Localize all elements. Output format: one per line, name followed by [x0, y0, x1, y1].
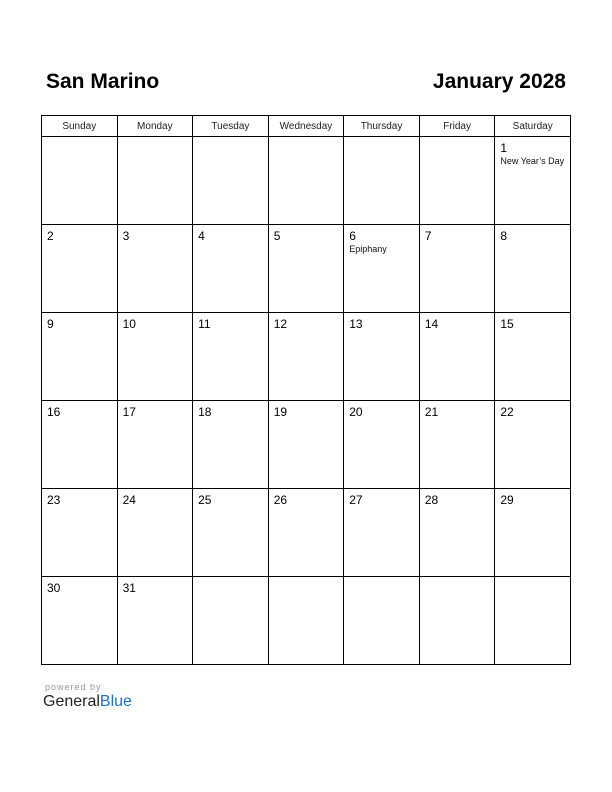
day-number: 1 — [500, 141, 508, 155]
holiday-label: New Year’s Day — [500, 156, 565, 166]
day-number: 16 — [47, 405, 61, 419]
weekday-saturday: Saturday — [495, 116, 571, 137]
day-number: 25 — [198, 493, 212, 507]
brand-blue-text: Blue — [99, 693, 132, 710]
day-cell — [495, 401, 571, 489]
weekday-tuesday: Tuesday — [193, 116, 269, 137]
weekday-sunday: Sunday — [42, 116, 118, 137]
day-number: 18 — [198, 405, 212, 419]
day-number: 30 — [47, 581, 61, 595]
day-number: 3 — [122, 229, 130, 243]
day-number: 29 — [500, 493, 514, 507]
brand-logo — [43, 693, 132, 711]
day-number: 31 — [122, 581, 136, 595]
day-cell — [344, 401, 420, 489]
day-number: 21 — [424, 405, 439, 419]
week-row — [42, 137, 571, 225]
day-number: 24 — [122, 493, 136, 507]
day-cell — [419, 313, 495, 401]
powered-by-label: powered by — [45, 682, 102, 692]
day-number: 7 — [424, 229, 432, 243]
day-number: 20 — [349, 405, 363, 419]
week-row — [42, 577, 571, 665]
day-cell — [495, 489, 571, 577]
day-number: 22 — [500, 405, 514, 419]
day-cell — [42, 489, 118, 577]
brand-general-text: General — [43, 693, 100, 710]
day-number: 11 — [198, 317, 211, 331]
calendar-header — [46, 70, 566, 100]
day-cell — [117, 401, 193, 489]
day-cell — [495, 137, 571, 225]
day-cell — [42, 577, 118, 665]
day-cell — [193, 577, 269, 665]
weekday-header-row — [42, 116, 571, 137]
day-number: 13 — [349, 317, 363, 331]
day-cell — [117, 489, 193, 577]
day-cell — [193, 137, 269, 225]
day-number: 12 — [273, 317, 288, 331]
day-cell — [495, 313, 571, 401]
day-number: 27 — [349, 493, 363, 507]
day-cell — [193, 489, 269, 577]
day-cell — [193, 401, 269, 489]
country-title: San Marino — [46, 70, 160, 93]
day-cell — [42, 137, 118, 225]
day-cell — [419, 489, 495, 577]
day-number: 15 — [500, 317, 514, 331]
day-cell — [268, 401, 344, 489]
week-row — [42, 489, 571, 577]
week-row — [42, 401, 571, 489]
day-cell — [344, 577, 420, 665]
day-cell — [495, 577, 571, 665]
day-number: 5 — [273, 229, 281, 243]
day-number: 6 — [349, 229, 356, 243]
calendar-grid — [41, 115, 571, 665]
day-number: 28 — [424, 493, 439, 507]
day-cell — [344, 137, 420, 225]
day-number: 8 — [500, 229, 508, 243]
day-cell — [419, 137, 495, 225]
day-cell — [268, 313, 344, 401]
day-cell — [344, 313, 420, 401]
weekday-friday: Friday — [419, 116, 495, 137]
day-cell — [268, 577, 344, 665]
day-cell — [268, 489, 344, 577]
day-number: 4 — [198, 229, 205, 243]
day-cell — [268, 137, 344, 225]
day-number: 19 — [273, 405, 288, 419]
weekday-thursday: Thursday — [344, 116, 420, 137]
day-cell — [419, 401, 495, 489]
day-cell — [344, 489, 420, 577]
day-number: 23 — [47, 493, 61, 507]
day-number: 14 — [424, 317, 439, 331]
weekday-monday: Monday — [117, 116, 193, 137]
day-cell — [117, 577, 193, 665]
day-cell — [193, 225, 269, 313]
day-number: 9 — [47, 317, 54, 331]
day-cell — [419, 225, 495, 313]
day-cell — [117, 225, 193, 313]
day-number: 2 — [47, 229, 54, 243]
day-cell — [117, 137, 193, 225]
day-cell — [344, 225, 420, 313]
weekday-wednesday: Wednesday — [268, 116, 344, 137]
month-title: January 2028 — [432, 70, 566, 93]
day-cell — [117, 313, 193, 401]
holiday-label: Epiphany — [349, 244, 387, 254]
day-cell — [193, 313, 269, 401]
footer-branding — [43, 682, 132, 711]
day-cell — [268, 225, 344, 313]
day-cell — [42, 401, 118, 489]
day-cell — [42, 313, 118, 401]
day-number: 10 — [122, 317, 136, 331]
day-cell — [419, 577, 495, 665]
day-number: 26 — [273, 493, 288, 507]
day-cell — [495, 225, 571, 313]
day-number: 17 — [122, 405, 136, 419]
week-row — [42, 225, 571, 313]
week-row — [42, 313, 571, 401]
day-cell — [42, 225, 118, 313]
